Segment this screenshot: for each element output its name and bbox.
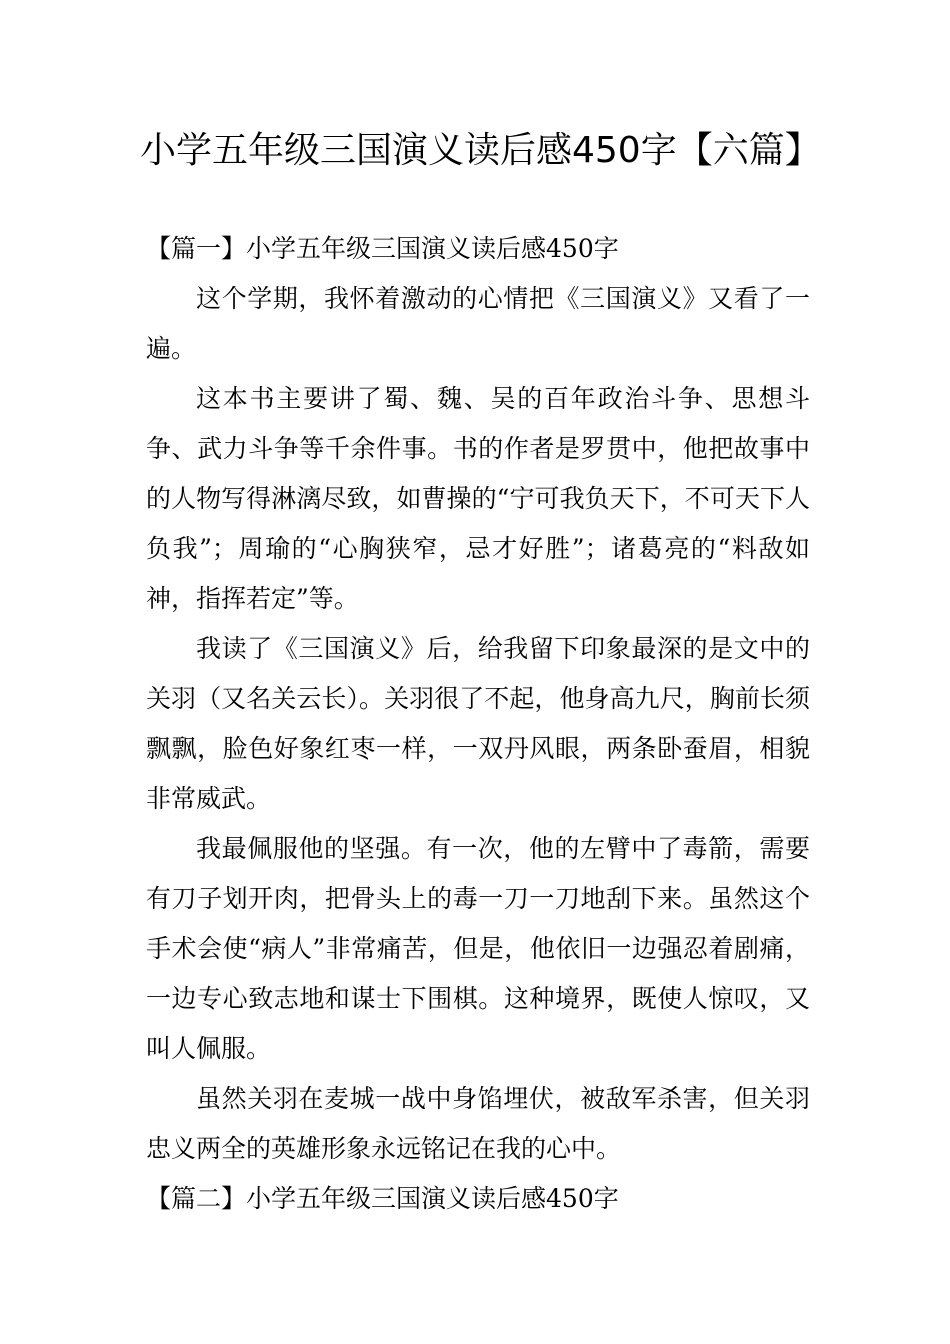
paragraph-5: 虽然关羽在麦城一战中身馅埋伏，被敌军杀害，但关羽忠义两全的英雄形象永远铭记在我的心中。: [146, 1084, 810, 1163]
section-heading-1: 【篇一】小学五年级三国演义读后感450字: [146, 234, 619, 263]
paragraph-3: 我读了《三国演义》后，给我留下印象最深的是文中的关羽（又名关云长）。关羽很了不起，他身高九尺，胸前长须飘飘，脸色好象红枣一样，一双丹风眼，两条卧蚕眉，相貌非常威武。: [146, 634, 810, 813]
paragraph-1: 这个学期，我怀着激动的心情把《三国演义》又看了一遍。: [146, 284, 810, 363]
document-title: 小学五年级三国演义读后感450字【六篇】: [140, 130, 821, 171]
document-body: [146, 224, 810, 1224]
paragraph-2: 这本书主要讲了蜀、魏、吴的百年政治斗争、思想斗争、武力斗争等千余件事。书的作者是罗贯中，他把故事中的人物写得淋漓尽致，如曹操的“宁可我负天下，不可天下人负我”；周瑜的“心胸狭窄，忌才好胜”；诸葛亮的“料敌如神，指挥若定”等。: [146, 384, 810, 613]
section-heading-2: 【篇二】小学五年级三国演义读后感450字: [146, 1184, 619, 1213]
paragraph-4: 我最佩服他的坚强。有一次，他的左臂中了毒箭，需要有刀子划开肉，把骨头上的毒一刀一刀地刮下来。虽然这个手术会使“病人”非常痛苦，但是，他依旧一边强忍着剧痛，一边专心致志地和谋士下围棋。这种境界，既使人惊叹，又叫人佩服。: [146, 834, 810, 1063]
